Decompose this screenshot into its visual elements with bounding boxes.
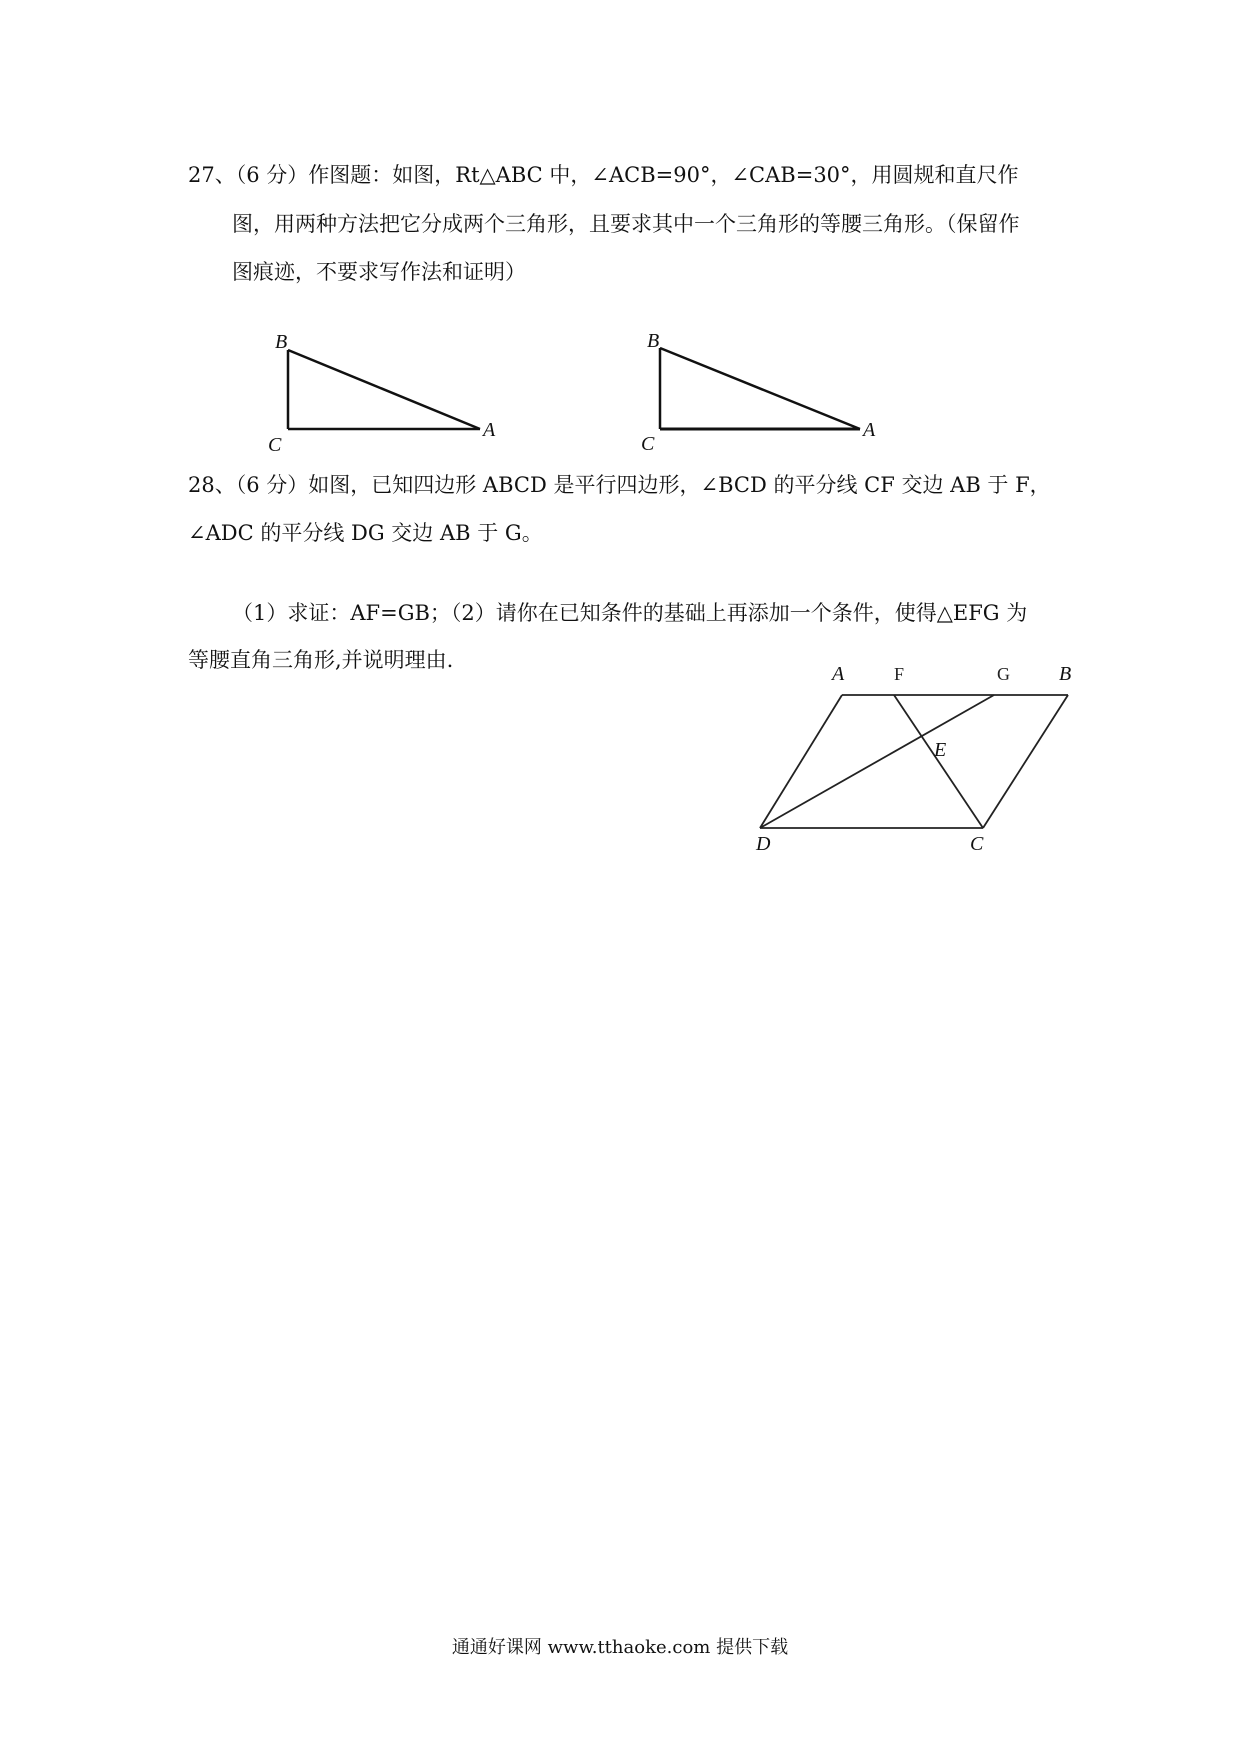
label-B: B [1059,663,1072,685]
label-C: C [641,433,655,455]
label-A: A [832,663,845,685]
label-F: F [894,664,905,684]
label-E: E [934,739,947,761]
segment-CF [894,695,983,828]
triangle-figure-left [262,328,512,468]
segment-DG [760,695,994,828]
question-27-line-1: 27、（6 分）作图题：如图，Rt△ABC 中，∠ACB=90°，∠CAB=30°，用圆规和直尺作 [188,163,1019,187]
page-footer: 通通好课网 www.tthaoke.com 提供下载 [451,1637,789,1658]
question-28-line-3: （1）求证：AF=GB；（2）请你在已知条件的基础上再添加一个条件，使得△EFG 为 [232,601,1028,625]
question-28-line-2: ∠ADC 的平分线 DG 交边 AB 于 G。 [188,521,543,545]
label-G: G [997,664,1010,684]
label-B: B [275,331,288,353]
parallelogram-figure [750,660,1090,860]
segment-BC [983,695,1068,828]
label-A: A [863,419,876,441]
segment-AD [760,695,842,828]
label-C: C [268,434,282,456]
question-27-line-3: 图痕迹，不要求写作法和证明） [232,260,526,284]
question-28-line-1: 28、（6 分）如图，已知四边形 ABCD 是平行四边形，∠BCD 的平分线 CF 交边 AB 于 F， [188,473,1051,497]
label-C: C [970,833,984,855]
segment-BA [288,350,480,429]
label-D: D [756,833,771,855]
question-27-line-2: 图，用两种方法把它分成两个三角形，且要求其中一个三角形的等腰三角形。（保留作 [232,212,1020,236]
label-A: A [483,419,496,441]
segment-BA [660,348,860,429]
question-28-line-4: 等腰直角三角形,并说明理由. [188,648,454,672]
triangle-figure-right [637,328,897,468]
label-B: B [647,330,660,352]
